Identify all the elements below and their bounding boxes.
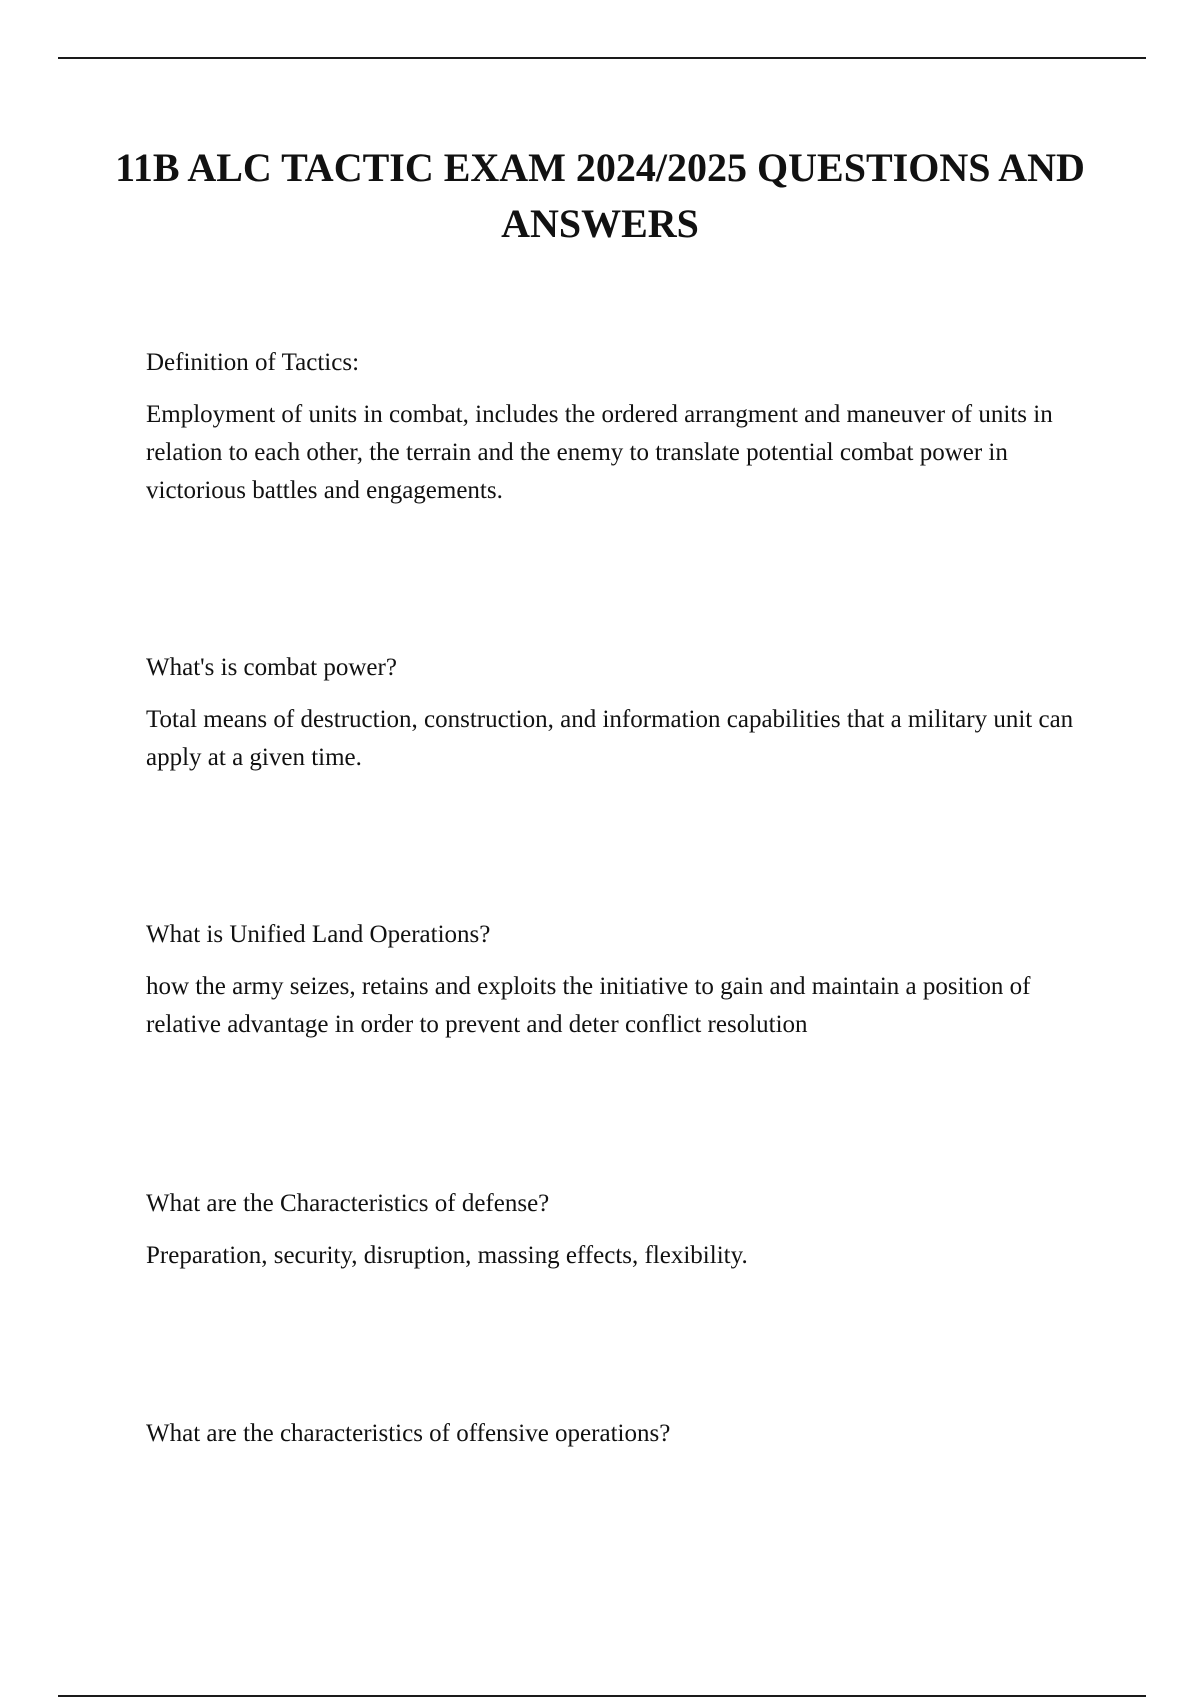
qa-item: [146, 916, 1106, 1044]
document-title: 11B ALC TACTIC EXAM 2024/2025 QUESTIONS AND ANSWERS: [115, 145, 1085, 246]
answer-text: Preparation, security, disruption, massing effects, flexibility.: [146, 1242, 748, 1269]
qa-item: [146, 344, 1106, 510]
answer-text: how the army seizes, retains and exploits the initiative to gain and maintain a position of relative advantage in order to prevent and deter conflict resolution: [146, 973, 1031, 1038]
question-text: What are the Characteristics of defense?: [146, 1190, 550, 1217]
bottom-divider: [58, 1695, 1146, 1697]
question-text: What are the characteristics of offensive operations?: [146, 1420, 671, 1447]
top-divider: [58, 57, 1146, 59]
question-text: What's is combat power?: [146, 654, 397, 681]
question-text: What is Unified Land Operations?: [146, 921, 491, 948]
answer-text: Total means of destruction, construction, and information capabilities that a military unit can apply at a given time.: [146, 706, 1074, 771]
qa-item: [146, 1415, 1106, 1467]
qa-item: [146, 1185, 1106, 1275]
question-text: Definition of Tactics:: [146, 349, 360, 376]
answer-text: Employment of units in combat, includes the ordered arrangment and maneuver of units in relation to each other, the terrain and the enemy to translate potential combat power in victorious battles and engagements.: [146, 401, 1053, 504]
qa-item: [146, 649, 1106, 777]
